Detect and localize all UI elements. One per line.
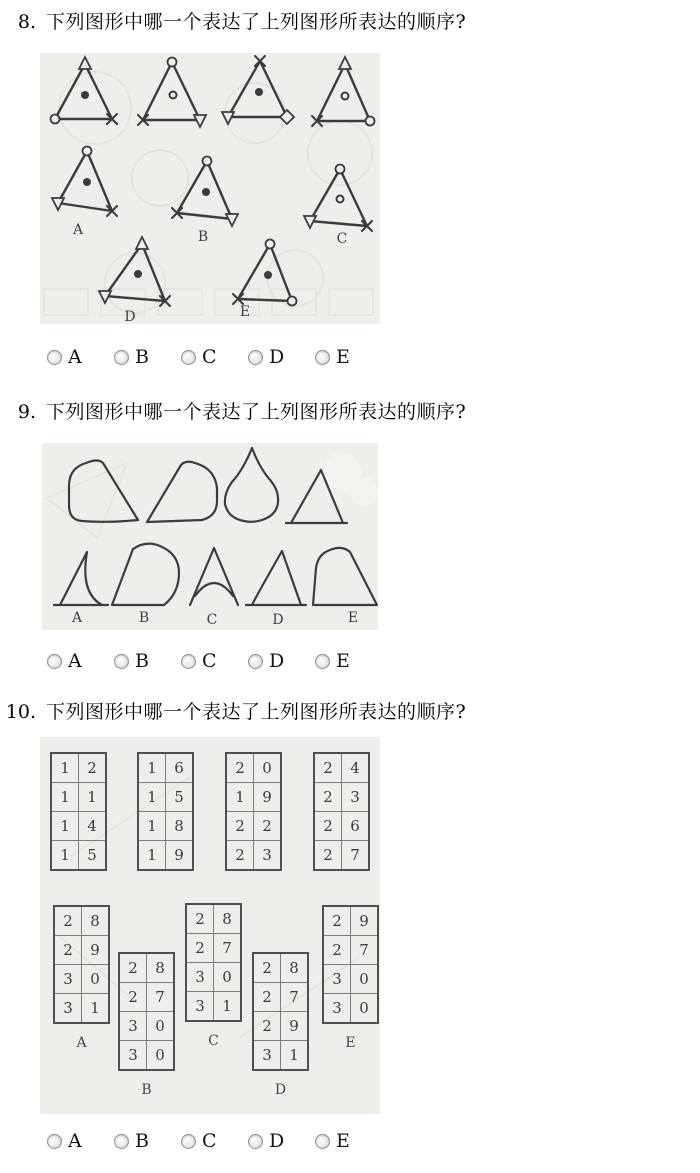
number-grid-table <box>322 905 379 1024</box>
grid-cell: 0 <box>147 1012 175 1041</box>
number-grid-D <box>252 952 309 1098</box>
question-8-header <box>4 10 466 34</box>
grid-cell: 1 <box>82 994 110 1024</box>
grid-cell: 7 <box>214 934 242 963</box>
option-8-B-radio[interactable] <box>114 350 129 365</box>
option-8-A[interactable] <box>47 347 114 367</box>
option-8-E-label: E <box>336 346 350 368</box>
grid-cell: 2 <box>226 812 254 841</box>
figure-label-B: B <box>197 229 209 245</box>
number-grid-table <box>50 752 107 871</box>
option-9-B[interactable] <box>114 651 181 671</box>
number-grid-B <box>118 952 175 1098</box>
option-10-A[interactable] <box>47 1131 114 1151</box>
shape-C <box>190 548 238 628</box>
question-10-number: 10. <box>5 701 36 723</box>
grid-cell: 9 <box>166 841 194 871</box>
shape-A <box>54 552 108 626</box>
number-grid-table <box>313 752 370 871</box>
figure-label-A: A <box>72 222 84 238</box>
option-10-D-label: D <box>269 1130 285 1152</box>
option-9-E-radio[interactable] <box>315 654 330 669</box>
triangle-D <box>99 237 170 324</box>
grid-cell: 0 <box>147 1041 175 1071</box>
option-10-D[interactable] <box>248 1131 315 1151</box>
grid-cell: 2 <box>226 841 254 871</box>
grid-cell: 2 <box>314 783 342 812</box>
grid-cell: 2 <box>226 753 254 783</box>
question-9-text: 下列图形中哪一个表达了上列图形所表达的顺序? <box>46 401 467 423</box>
grid-cell: 1 <box>214 992 242 1022</box>
grid-cell: 2 <box>314 753 342 783</box>
option-8-B[interactable] <box>114 347 181 367</box>
grid-cell: 1 <box>51 841 79 871</box>
number-grid-table <box>252 952 309 1071</box>
number-grid-C <box>185 903 242 1049</box>
shape-sequence-item <box>69 461 138 522</box>
option-10-C-label: C <box>202 1130 217 1152</box>
number-grid-E <box>322 905 379 1051</box>
option-8-E[interactable] <box>315 347 382 367</box>
number-grid <box>50 752 107 871</box>
grid-cell: 0 <box>214 963 242 992</box>
grid-cell: 0 <box>351 994 379 1024</box>
grid-cell: 3 <box>342 783 370 812</box>
shape-E <box>313 548 377 626</box>
figure-label-D: D <box>124 309 136 324</box>
grid-cell: 2 <box>79 753 107 783</box>
figure-label-B: B <box>141 1082 152 1098</box>
option-9-B-label: B <box>135 650 149 672</box>
option-10-D-radio[interactable] <box>248 1134 263 1149</box>
option-10-E-label: E <box>336 1130 350 1152</box>
figure-label-C: C <box>208 1033 219 1049</box>
option-8-A-label: A <box>68 346 82 368</box>
option-9-E-label: E <box>336 650 350 672</box>
grid-cell: 8 <box>147 953 175 983</box>
grid-cell: 2 <box>119 983 147 1012</box>
grid-cell: 1 <box>281 1041 309 1071</box>
figure-label-E: E <box>239 304 251 320</box>
option-10-A-radio[interactable] <box>47 1134 62 1149</box>
grid-cell: 8 <box>214 904 242 934</box>
grid-cell: 2 <box>54 906 82 936</box>
question-10-options <box>47 1131 382 1151</box>
figure-label-A: A <box>76 1035 87 1051</box>
grid-cell: 2 <box>253 1012 281 1041</box>
option-9-B-radio[interactable] <box>114 654 129 669</box>
option-9-A-radio[interactable] <box>47 654 62 669</box>
grid-cell: 3 <box>119 1041 147 1071</box>
grid-cell: 3 <box>186 992 214 1022</box>
question-8-options <box>47 347 382 367</box>
grid-cell: 8 <box>281 953 309 983</box>
option-9-A-label: A <box>68 650 82 672</box>
shape-D <box>246 551 306 628</box>
q9-watermark <box>47 453 378 538</box>
figure-label-A: A <box>71 610 83 626</box>
figure-label-B: B <box>138 610 150 626</box>
grid-cell: 2 <box>186 904 214 934</box>
grid-cell: 1 <box>138 841 166 871</box>
grid-cell: 2 <box>323 906 351 936</box>
option-8-D-radio[interactable] <box>248 350 263 365</box>
option-8-D[interactable] <box>248 347 315 367</box>
grid-cell: 0 <box>82 965 110 994</box>
question-10-header <box>4 700 466 724</box>
triangle-sequence-item <box>312 57 375 126</box>
figure-label-E: E <box>345 1035 356 1051</box>
grid-cell: 3 <box>54 994 82 1024</box>
figure-label-C: C <box>206 612 218 628</box>
grid-cell: 3 <box>186 963 214 992</box>
grid-cell: 2 <box>54 936 82 965</box>
grid-cell: 7 <box>342 841 370 871</box>
question-9-figure <box>42 443 378 630</box>
option-10-C[interactable] <box>181 1131 248 1151</box>
number-grid <box>137 752 194 871</box>
number-grid <box>225 752 282 871</box>
grid-cell: 9 <box>351 906 379 936</box>
number-grid-table <box>185 903 242 1022</box>
q8-triangle-figure <box>40 53 380 324</box>
grid-cell: 1 <box>51 783 79 812</box>
option-9-E[interactable] <box>315 651 382 671</box>
q10-grid-canvas <box>40 737 380 1114</box>
question-9-header <box>4 400 466 424</box>
number-grid-table <box>225 752 282 871</box>
option-9-C-label: C <box>202 650 217 672</box>
figure-label-E: E <box>347 610 359 626</box>
grid-cell: 7 <box>351 936 379 965</box>
option-9-D[interactable] <box>248 651 315 671</box>
grid-cell: 6 <box>166 753 194 783</box>
grid-cell: 9 <box>281 1012 309 1041</box>
grid-cell: 9 <box>254 783 282 812</box>
question-8-number: 8. <box>17 11 36 33</box>
option-8-E-radio[interactable] <box>315 350 330 365</box>
triangle-A <box>52 147 117 239</box>
grid-cell: 0 <box>254 753 282 783</box>
grid-cell: 1 <box>226 783 254 812</box>
question-9-number: 9. <box>17 401 36 423</box>
option-10-B[interactable] <box>114 1131 181 1151</box>
figure-label-D: D <box>274 1082 287 1098</box>
grid-cell: 3 <box>54 965 82 994</box>
grid-cell: 3 <box>323 965 351 994</box>
option-8-A-radio[interactable] <box>47 350 62 365</box>
question-9-options <box>47 651 382 671</box>
grid-cell: 2 <box>253 953 281 983</box>
option-9-C-radio[interactable] <box>181 654 196 669</box>
question-10-figure <box>40 737 380 1114</box>
question-8-text: 下列图形中哪一个表达了上列图形所表达的顺序? <box>46 11 467 33</box>
option-9-D-label: D <box>269 650 285 672</box>
grid-cell: 1 <box>79 783 107 812</box>
option-9-A[interactable] <box>47 651 114 671</box>
option-10-C-radio[interactable] <box>181 1134 196 1149</box>
number-grid-table <box>53 905 110 1024</box>
option-8-C[interactable] <box>181 347 248 367</box>
option-10-B-label: B <box>135 1130 149 1152</box>
option-8-D-label: D <box>269 346 285 368</box>
option-10-B-radio[interactable] <box>114 1134 129 1149</box>
question-8-figure <box>40 53 380 324</box>
grid-cell: 9 <box>82 936 110 965</box>
grid-cell: 7 <box>281 983 309 1012</box>
shape-sequence-item <box>147 462 217 522</box>
grid-cell: 8 <box>166 812 194 841</box>
grid-cell: 2 <box>314 812 342 841</box>
grid-cell: 1 <box>138 783 166 812</box>
grid-cell: 4 <box>342 753 370 783</box>
grid-cell: 6 <box>342 812 370 841</box>
grid-cell: 2 <box>253 983 281 1012</box>
grid-cell: 4 <box>79 812 107 841</box>
shape-sequence-item <box>225 448 278 522</box>
grid-cell: 2 <box>254 812 282 841</box>
figure-label-C: C <box>336 231 348 247</box>
option-8-C-label: C <box>202 346 217 368</box>
option-10-E[interactable] <box>315 1131 382 1151</box>
grid-cell: 2 <box>323 936 351 965</box>
figure-label-D: D <box>272 612 284 628</box>
q9-shape-figure <box>42 443 378 630</box>
number-grid-A <box>53 905 110 1051</box>
triangle-sequence-item <box>138 58 206 128</box>
option-8-C-radio[interactable] <box>181 350 196 365</box>
triangle-B <box>172 157 238 246</box>
grid-cell: 5 <box>166 783 194 812</box>
option-10-A-label: A <box>68 1130 82 1152</box>
number-grid-table <box>118 952 175 1071</box>
grid-cell: 5 <box>79 841 107 871</box>
number-grid <box>313 752 370 871</box>
grid-cell: 3 <box>254 841 282 871</box>
grid-cell: 1 <box>138 812 166 841</box>
option-9-C[interactable] <box>181 651 248 671</box>
grid-cell: 8 <box>82 906 110 936</box>
grid-cell: 0 <box>351 965 379 994</box>
option-10-E-radio[interactable] <box>315 1134 330 1149</box>
grid-cell: 2 <box>119 953 147 983</box>
grid-cell: 3 <box>253 1041 281 1071</box>
number-grid-table <box>137 752 194 871</box>
option-9-D-radio[interactable] <box>248 654 263 669</box>
grid-cell: 2 <box>314 841 342 871</box>
grid-cell: 7 <box>147 983 175 1012</box>
grid-cell: 1 <box>51 753 79 783</box>
grid-cell: 3 <box>323 994 351 1024</box>
grid-cell: 2 <box>186 934 214 963</box>
grid-cell: 1 <box>51 812 79 841</box>
grid-cell: 1 <box>138 753 166 783</box>
question-10-text: 下列图形中哪一个表达了上列图形所表达的顺序? <box>46 701 467 723</box>
triangle-sequence-item <box>222 56 294 124</box>
shape-B <box>112 544 179 626</box>
grid-cell: 3 <box>119 1012 147 1041</box>
option-8-B-label: B <box>135 346 149 368</box>
